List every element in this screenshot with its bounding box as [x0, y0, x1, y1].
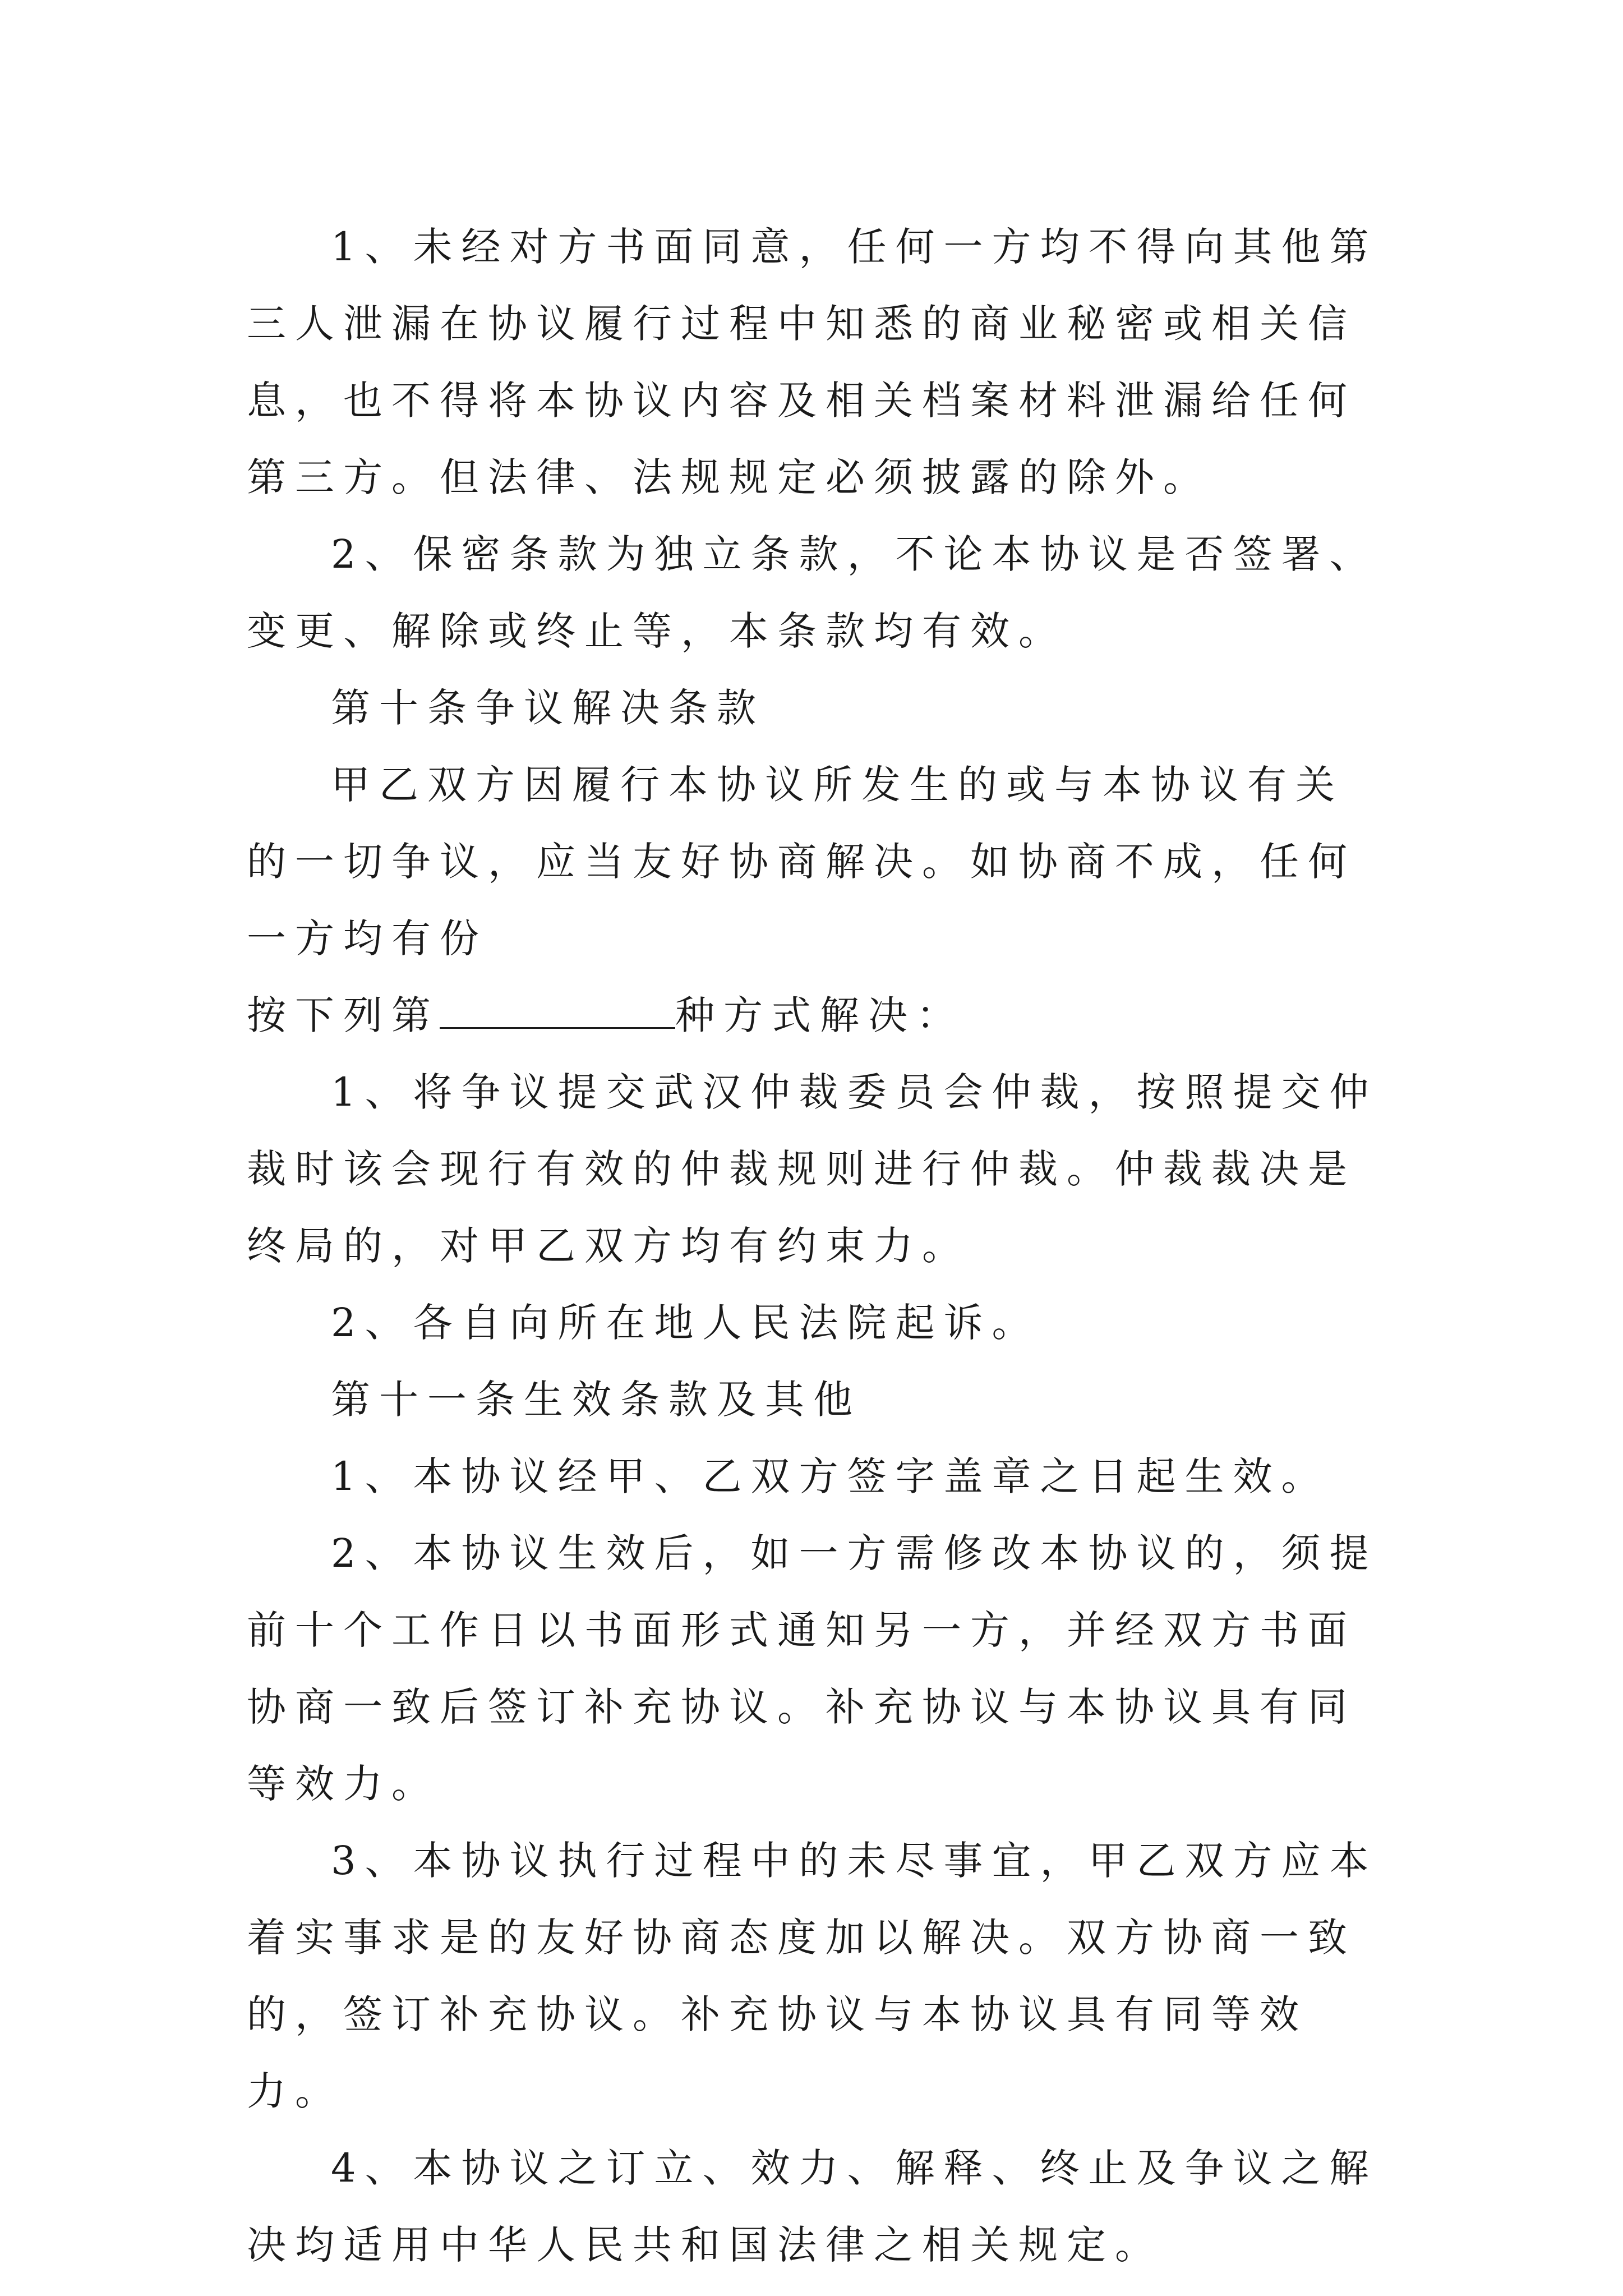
clause-10-item-2: 2、各自向所在地人民法院起诉。: [331, 1300, 1040, 1346]
clause-9-item-1: 1、未经对方书面同意，任何一方均不得向其他第三人泄漏在协议履行过程中知悉的商业秘密或相关信息，也不得将本协议内容及相关档案材料泄漏给任何第三方。但法律、法规规定必须披露的除外。: [247, 224, 1378, 500]
clause-10-body-text: 甲乙双方因履行本协议所发生的或与本协议有关的一切争议，应当友好协商解决。如协商不成，任何一方均有份: [247, 762, 1356, 961]
clause-10-method-line: [247, 977, 1391, 1054]
clause-9-item-2: 2、保密条款为独立条款，不论本协议是否签署、变更、解除或终止等，本条款均有效。: [247, 531, 1378, 654]
clause-11-item-3: 3、本协议执行过程中的未尽事宜，甲乙双方应本着实事求是的友好协商态度加以解决。双方协商一致的，签订补充协议。补充协议与本协议具有同等效力。: [247, 1838, 1378, 2114]
clause-11-heading: 第十一条生效条款及其他: [331, 1377, 861, 1423]
clause-10-item-1: 1、将争议提交武汉仲裁委员会仲裁，按照提交仲裁时该会现行有效的仲裁规则进行仲裁。仲裁裁决是终局的，对甲乙双方均有约束力。: [247, 1069, 1378, 1269]
method-line-prefix: 按下列第: [247, 992, 440, 1038]
clause-10-heading: 第十条争议解决条款: [331, 685, 765, 731]
clause-11-item-1: 1、本协议经甲、乙双方签字盖章之日起生效。: [331, 1453, 1330, 1499]
document-body: [247, 209, 1391, 2284]
method-choice-blank[interactable]: [440, 990, 675, 1029]
clause-11-item-4: 4、本协议之订立、效力、解释、终止及争议之解决均适用中华人民共和国法律之相关规定。: [247, 2145, 1378, 2268]
method-line-suffix: 种方式解决：: [675, 992, 965, 1038]
clause-10-body: [247, 747, 1391, 977]
clause-11-item-2: 2、本协议生效后，如一方需修改本协议的，须提前十个工作日以书面形式通知另一方，并经双方书面协商一致后签订补充协议。补充协议与本协议具有同等效力。: [247, 1530, 1378, 1807]
